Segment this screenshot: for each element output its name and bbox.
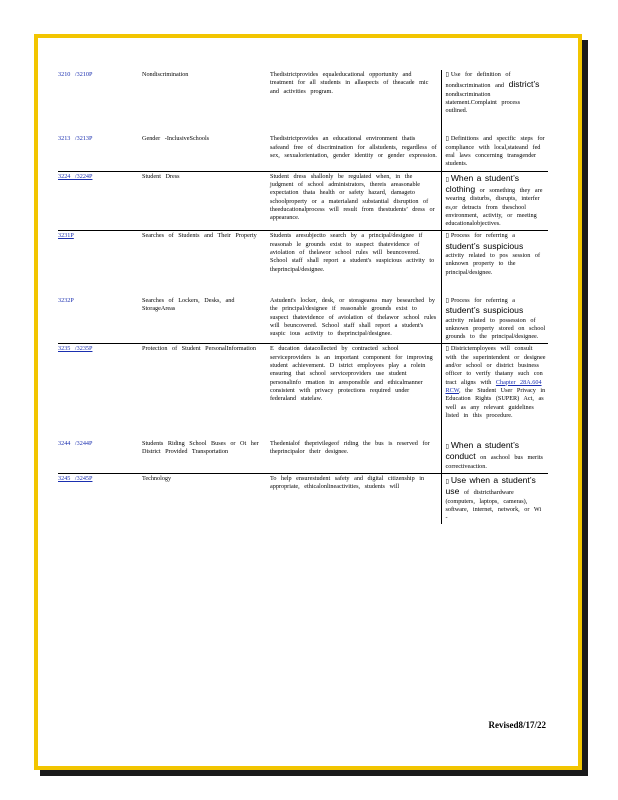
policy-title: Student Dress xyxy=(142,172,180,180)
policy-description: To help ensurestudent safety and digital citizenship in appropriate, ethicalonlineactivities, students will xyxy=(270,474,425,491)
policy-use: Districtemployees will consult with the superintendent or designee and/or school or district business officer to verify thatany such con tract aligns with xyxy=(445,345,546,386)
policy-use-emph: Use when a student’s use xyxy=(445,474,536,497)
policy-code: 3213 /3213P xyxy=(58,135,93,143)
policy-description: Thedistrictprovides an educational environment thatis safeand free of discrimination for allstudents, regardless of sex, sexualorientation, gender identity or gender expression. xyxy=(270,135,437,160)
rcw-chapter-link[interactable]: Chapter 28A.604 RCW xyxy=(445,378,542,394)
policy-use-cont: activity related to pos session of unknown property to the principal/designee. xyxy=(445,252,541,276)
bullet-icon: ▯ xyxy=(445,175,449,183)
policy-description: Thedenialof theprivilegeof riding the bus is reserved for theprincipalor their designee. xyxy=(270,440,430,456)
bullet-icon: ▯ xyxy=(445,135,449,143)
policy-title: Protection of Student PersonalInformation xyxy=(142,345,256,353)
policy-title: Nondiscrimination xyxy=(142,71,189,78)
table-row xyxy=(58,439,548,473)
policy-description: Astudent's locker, desk, or storagearea may besearched by the principal/designee if reasonable grounds exist to suspect thatevidence of aviolation of thelawor school rules will beuncovered. School staff shall report a student's suspic ious activity to theprincipal/designee. xyxy=(270,296,437,338)
policy-code: 3232P xyxy=(58,296,74,304)
policy-title: Technology xyxy=(142,474,172,482)
policy-code: 3210 /3210P xyxy=(58,71,93,78)
policy-title: Searches of Lockers, Desks, and StorageAreas xyxy=(142,296,235,313)
policy-description: Students aresubjectto search by a principal/designee if reasonab le grounds exist to suspect thatevidence of aviolation of thelawor school rules will beuncovered. School staff shall report a student's suspicious activity to theprincipal/designee. xyxy=(270,232,435,273)
policy-use-cont: nondiscrimination statement.Complaint process outlined. xyxy=(445,90,520,115)
bullet-icon: ▯ xyxy=(445,296,449,304)
policy-code-link[interactable]: 3245 /3245P xyxy=(58,474,93,482)
policy-use-emph: student’s suspicious xyxy=(445,240,524,251)
table-row xyxy=(58,296,548,344)
policy-title: Searches of Students and Their Property xyxy=(142,232,257,240)
policy-code-link[interactable]: 3224 /3224P xyxy=(58,172,93,180)
policy-use: Definitions and specific steps for compliance with local,stateand fed eral laws concerning transgender students. xyxy=(445,135,545,168)
bullet-icon: ▯ xyxy=(445,71,449,78)
policy-code-link[interactable]: 3231P xyxy=(58,232,74,240)
table-row xyxy=(58,231,548,279)
policy-use-cont: activity related to possession of unknown property stored on school grounds to the principal/designee. xyxy=(445,316,546,341)
bullet-icon: ▯ xyxy=(445,443,449,451)
policy-use: Process for referring a xyxy=(450,296,515,304)
table-row xyxy=(58,344,548,422)
policy-use-cont: , the Student User Privacy in Education Rights (SUPER) Act, as well as any relevant guidelines listed in this procedure. xyxy=(445,386,546,419)
policy-use: on aschool bus merits correctiveaction. xyxy=(445,454,543,470)
policy-code: 3244 /3244P xyxy=(58,440,93,448)
policy-use-emph: When a student’s conduct xyxy=(445,440,520,462)
table-row xyxy=(58,70,548,117)
policy-description: Thedistrictprovides equaleducational opportunity and treatment for all students in allaspects of theacade mic and activities program. xyxy=(270,71,429,95)
policy-use: of districthardware (computers, laptops, cameras), software, internet, network, or Wi - xyxy=(445,489,542,522)
table-row xyxy=(58,473,548,524)
bullet-icon: ▯ xyxy=(445,345,449,353)
policy-use: Use for definition of nondiscrimination and xyxy=(445,71,511,90)
document-page xyxy=(34,34,582,770)
policy-use: Process for referring a xyxy=(450,232,515,240)
policy-title: Students Riding School Buses or Ot her District Provided Transportation xyxy=(142,440,259,456)
policy-description: E ducation datacollected by contracted school serviceproviders is an important component for improving student achievement. D istrict employees play a rolein ensuring that school serviceproviders use student personalinfo rmation in aresponsible and ethicalmanner consistent with privacy protections required under federaland statelaw. xyxy=(270,345,433,403)
table-row xyxy=(58,134,548,171)
policy-description: Student dress shallonly be regulated when, in the judgment of school administrators, thereis areasonable expectation thata health or safety hazard, damageto schoolproperty or a materialand substantial disruption of theeducationalprocess will result from thestudents’ dress or appearance. xyxy=(270,172,435,222)
policy-use-emph: district’s xyxy=(508,79,540,90)
table-row xyxy=(58,171,548,231)
policy-title: Gender -InclusiveSchools xyxy=(142,135,210,143)
bullet-icon: ▯ xyxy=(445,477,449,485)
revised-date: Revised8/17/22 xyxy=(488,720,546,730)
policy-use-emph: student’s suspicious xyxy=(445,305,524,316)
bullet-icon: ▯ xyxy=(445,232,449,240)
policy-table xyxy=(58,70,548,524)
policy-use: or something they are wearing disturbs, disrupts, interfer es,or detracts from theschool environment, activity, or meeting educationalobjectives. xyxy=(445,186,543,228)
policy-use-emph: When a student’s clothing xyxy=(445,172,520,194)
policy-code-link[interactable]: 3235 /3235P xyxy=(58,345,93,353)
